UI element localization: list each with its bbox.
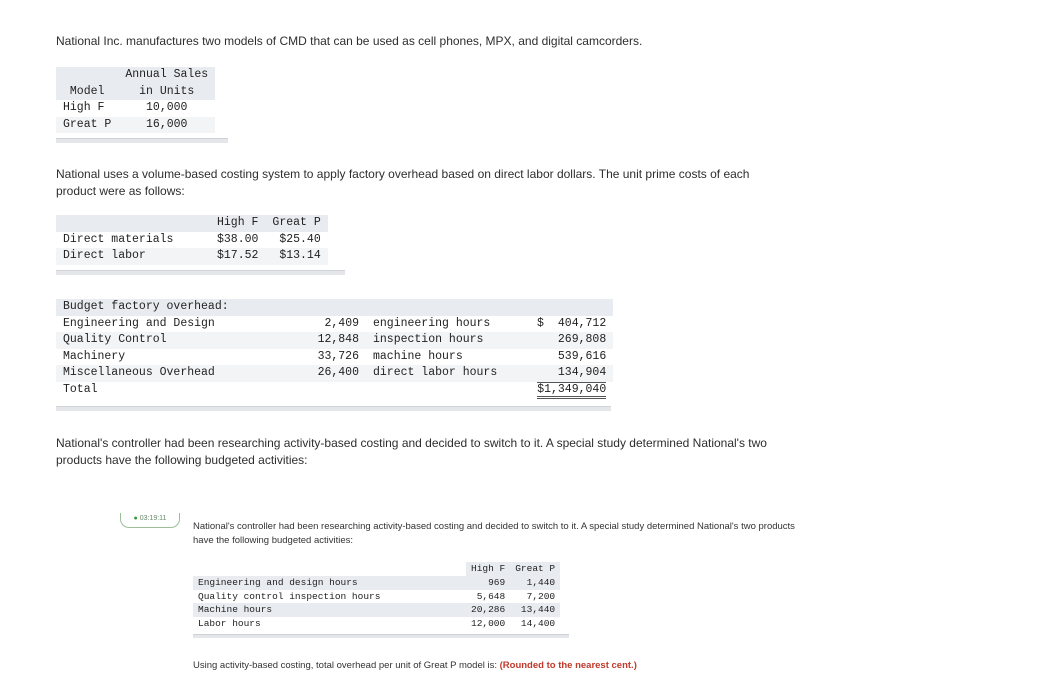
table-divider: [56, 270, 345, 275]
act-header-great-p: Great P: [510, 562, 560, 576]
table-divider: [193, 634, 569, 638]
act-great-p: 1,440: [526, 576, 556, 588]
sales-header-model: Model: [69, 84, 105, 98]
table-row: [56, 365, 613, 382]
act-high-f: 20,286: [471, 604, 506, 616]
table-row: [56, 117, 215, 134]
table-divider: [56, 406, 611, 411]
overhead-unit: inspection hours: [373, 333, 484, 346]
prime-header-high-f: High F: [217, 216, 259, 229]
act-great-p: 13,440: [520, 604, 556, 616]
table-row: [56, 332, 613, 349]
overhead-qty: 33,726: [317, 349, 359, 363]
overhead-amount: 269,808: [557, 333, 607, 346]
overhead-unit: engineering hours: [373, 316, 491, 330]
act-high-f: 12,000: [471, 618, 506, 630]
table-row: [193, 576, 560, 590]
overhead-label: Miscellaneous Overhead: [63, 366, 215, 379]
rounding-note: (Rounded to the nearest cent.): [499, 660, 637, 671]
overhead-dollar: [530, 349, 551, 366]
overhead-label: Machinery: [63, 349, 126, 363]
overhead-dollar: $: [537, 316, 544, 330]
overhead-label: Quality Control: [63, 333, 167, 346]
act-great-p: 14,400: [520, 618, 556, 630]
prime-great-p: $25.40: [279, 232, 321, 246]
budget-overhead-table: [56, 299, 613, 398]
intro-text: National Inc. manufactures two models of CMD that can be used as cell phones, MPX, and digital camcorders.: [56, 34, 643, 48]
act-high-f: 969: [488, 576, 506, 588]
overhead-dollar: [530, 365, 551, 382]
overhead-title: Budget factory overhead:: [63, 300, 229, 313]
overhead-total-amount: $1,349,040: [537, 382, 606, 399]
costing-text: National uses a volume-based costing system to apply factory overhead based on direct labor dollars. The unit prime costs of each product were as follows:: [56, 167, 750, 198]
annual-sales-table: [56, 67, 215, 133]
table-row: [56, 316, 613, 333]
sales-header-units: in Units: [139, 84, 195, 98]
sales-units: 10,000: [146, 101, 188, 114]
overhead-dollar: [530, 332, 551, 349]
act-header-high-f: High F: [466, 562, 510, 576]
act-label: Labor hours: [198, 618, 261, 630]
sales-model: High F: [63, 101, 105, 114]
sales-header-annual: Annual Sales: [125, 68, 209, 81]
prime-label: Direct materials: [63, 232, 174, 246]
prime-great-p: $13.14: [279, 249, 321, 262]
table-row: [56, 232, 328, 249]
prime-label: Direct labor: [63, 249, 146, 262]
sales-units: 16,000: [146, 117, 188, 131]
act-label: Quality control inspection hours: [198, 590, 381, 602]
act-label: Engineering and design hours: [198, 576, 358, 588]
clock-icon: ●: [133, 515, 138, 522]
abc-text: National's controller had been researching activity-based costing and decided to switch to it. A special study determined National's two products have the following budgeted activities:: [56, 436, 767, 467]
overhead-total-label: Total: [63, 382, 98, 396]
overhead-amount: 539,616: [557, 349, 607, 363]
question-text: [193, 659, 893, 673]
prime-cost-table: [56, 215, 328, 265]
table-row: [193, 590, 560, 604]
overhead-qty: 2,409: [324, 316, 359, 330]
overhead-qty: 12,848: [317, 333, 359, 346]
table-row: [193, 617, 560, 631]
act-label: Machine hours: [198, 604, 273, 616]
question-body: Using activity-based costing, total overhead per unit of Great P model is:: [193, 660, 497, 671]
abc-text-small: National's controller had been researching activity-based costing and decided to switch to it. A special study determined National's two products have the following budgeted activities:: [193, 521, 795, 546]
sales-model: Great P: [63, 117, 112, 131]
activities-table: [193, 562, 560, 631]
overhead-unit: direct labor hours: [373, 366, 498, 379]
prime-high-f: $38.00: [217, 232, 259, 246]
prime-high-f: $17.52: [217, 249, 259, 262]
table-row: [56, 349, 613, 366]
timer-text: 03:19:11: [139, 515, 167, 522]
table-row: [56, 248, 328, 265]
act-high-f: 5,648: [476, 590, 506, 602]
table-row: [56, 100, 215, 117]
prime-header-great-p: Great P: [272, 216, 321, 229]
table-row: [193, 603, 560, 617]
overhead-amount: 134,904: [557, 366, 607, 379]
overhead-qty: 26,400: [317, 366, 359, 379]
timer-badge: [120, 513, 180, 528]
overhead-unit: machine hours: [373, 349, 463, 363]
table-row: [56, 382, 613, 399]
overhead-label: Engineering and Design: [63, 316, 215, 330]
table-divider: [56, 138, 228, 143]
overhead-amount: 404,712: [557, 316, 607, 330]
act-great-p: 7,200: [526, 590, 556, 602]
